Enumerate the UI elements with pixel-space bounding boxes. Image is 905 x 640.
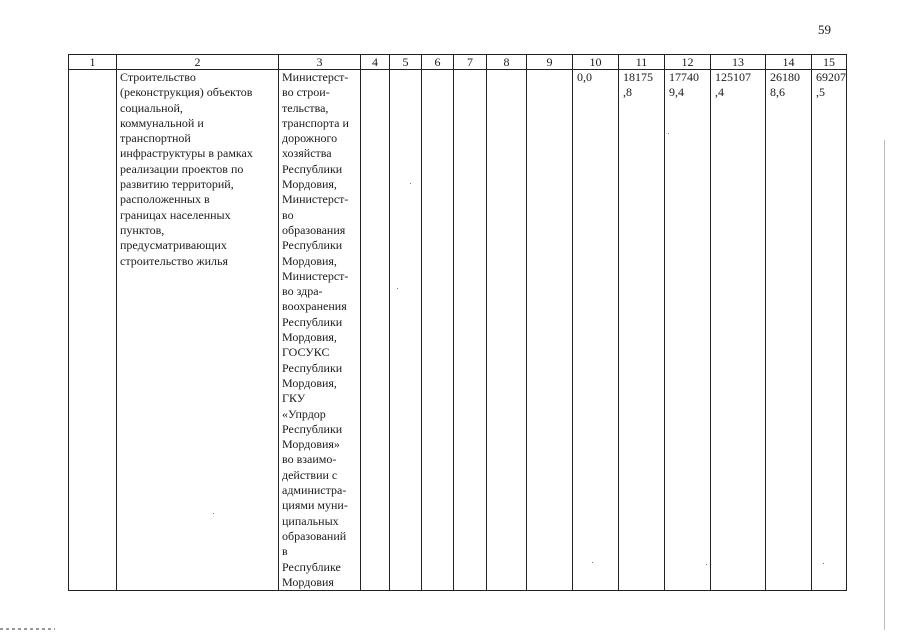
cell-col-7 — [454, 70, 487, 591]
executor-line: во — [282, 207, 294, 222]
executor-line: Мордовия, — [282, 330, 337, 345]
measure-name-line: инфраструктуры в рамках — [120, 146, 253, 161]
executor-line: Министерст- — [282, 268, 349, 283]
measure-name-line: границах населенных — [120, 207, 231, 222]
cell-col-10 — [573, 70, 619, 591]
cell-col-6 — [422, 70, 454, 591]
executor-line: дорожного — [282, 131, 338, 146]
executor-line: действии с — [282, 467, 338, 482]
scan-speck — [397, 288, 398, 289]
value-line: ,5 — [816, 85, 825, 100]
value-line: 8,6 — [770, 85, 785, 100]
executor-line: во здра- — [282, 284, 323, 299]
scan-speck — [823, 563, 824, 564]
scan-speck — [706, 564, 707, 565]
scan-speck — [668, 133, 669, 134]
executor-line: хозяйства — [282, 146, 332, 161]
scan-speck — [410, 183, 411, 184]
header-col-15: 15 — [812, 55, 847, 70]
executor-line: Мордовия» — [282, 437, 340, 452]
measure-name-line: пунктов, — [120, 222, 165, 237]
header-col-9: 9 — [527, 55, 573, 70]
value-line: 9,4 — [669, 85, 684, 100]
header-col-6: 6 — [422, 55, 454, 70]
value-line: 69207 — [816, 70, 846, 84]
executor-line: циями муни- — [282, 498, 348, 513]
value-line: 18175 — [623, 70, 653, 84]
table-row — [69, 70, 847, 591]
cell-col-8 — [487, 70, 527, 591]
executor-line: Республики — [282, 360, 343, 375]
header-col-5: 5 — [390, 55, 422, 70]
cell-col-12 — [665, 70, 711, 591]
value-line: 125107 — [715, 70, 751, 84]
value-line: ,4 — [715, 85, 724, 100]
cell-measure-name — [117, 70, 279, 591]
executor-line: Министерст- — [282, 192, 349, 207]
executor-line: тельства, — [282, 100, 329, 115]
executor-line: Республики — [282, 161, 343, 176]
header-col-1: 1 — [69, 55, 117, 70]
header-col-8: 8 — [487, 55, 527, 70]
executor-line: Мордовия, — [282, 375, 337, 390]
header-col-13: 13 — [711, 55, 766, 70]
scan-speck — [592, 562, 593, 563]
cell-number — [69, 70, 117, 591]
cell-col-14 — [766, 70, 812, 591]
executor-line: Мордовия, — [282, 253, 337, 268]
executor-line: воохранения — [282, 299, 347, 314]
header-col-12: 12 — [665, 55, 711, 70]
measure-name-line: расположенных в — [120, 192, 210, 207]
value-line: 26180 — [770, 70, 800, 84]
header-col-3: 3 — [279, 55, 361, 70]
cell-col-4 — [361, 70, 390, 591]
cell-col-15 — [812, 70, 847, 591]
cell-col-9 — [527, 70, 573, 591]
header-col-7: 7 — [454, 55, 487, 70]
page-number: 59 — [818, 22, 831, 37]
executor-line: Мордовия, — [282, 177, 337, 192]
executor-line: в — [282, 544, 288, 559]
cell-col-13 — [711, 70, 766, 591]
executor-line: во взаимо- — [282, 452, 337, 467]
measure-name-line: социальной, — [120, 100, 183, 115]
measure-name-line: развитию территорий, — [120, 177, 234, 192]
data-table — [68, 54, 847, 591]
header-col-14: 14 — [766, 55, 812, 70]
measure-name-line: транспортной — [120, 131, 191, 146]
cell-executor — [279, 70, 361, 591]
executor-line: Мордовия — [282, 574, 334, 589]
executor-line: Республики — [282, 314, 343, 329]
executor-line: ГКУ — [282, 391, 306, 406]
executor-line: ГОСУКС — [282, 345, 330, 360]
scan-speck — [213, 513, 214, 514]
cell-col-11 — [619, 70, 665, 591]
table-header — [69, 55, 847, 70]
measure-name-line: Строительство — [120, 70, 196, 84]
executor-line: транспорта и — [282, 115, 349, 130]
header-row — [69, 55, 847, 70]
measure-name-line: коммунальной и — [120, 115, 204, 130]
executor-line: администра- — [282, 483, 347, 498]
measure-name-line: предусматривающих — [120, 238, 227, 253]
executor-line: Республики — [282, 238, 343, 253]
header-col-11: 11 — [619, 55, 665, 70]
executor-line: Республике — [282, 559, 341, 574]
executor-line: «Упрдор — [282, 406, 326, 421]
measure-name-line: реализации проектов по — [120, 161, 244, 176]
executor-line: во строи- — [282, 85, 330, 100]
executor-line: Республики — [282, 421, 343, 436]
header-col-10: 10 — [573, 55, 619, 70]
cell-col-5 — [390, 70, 422, 591]
executor-line: Министерст- — [282, 70, 349, 84]
header-col-2: 2 — [117, 55, 279, 70]
executor-line: образования — [282, 222, 346, 237]
header-col-4: 4 — [361, 55, 390, 70]
executor-line: ципальных — [282, 513, 339, 528]
value-line: 17740 — [669, 70, 699, 84]
measure-name-line: (реконструкция) объектов — [120, 85, 253, 100]
scan-corner-mark — [0, 628, 55, 630]
value-line: ,8 — [623, 85, 632, 100]
value-line: 0,0 — [577, 70, 592, 84]
executor-line: образований — [282, 528, 347, 543]
measure-name-line: строительство жилья — [120, 253, 229, 268]
scan-edge-line — [884, 140, 885, 630]
